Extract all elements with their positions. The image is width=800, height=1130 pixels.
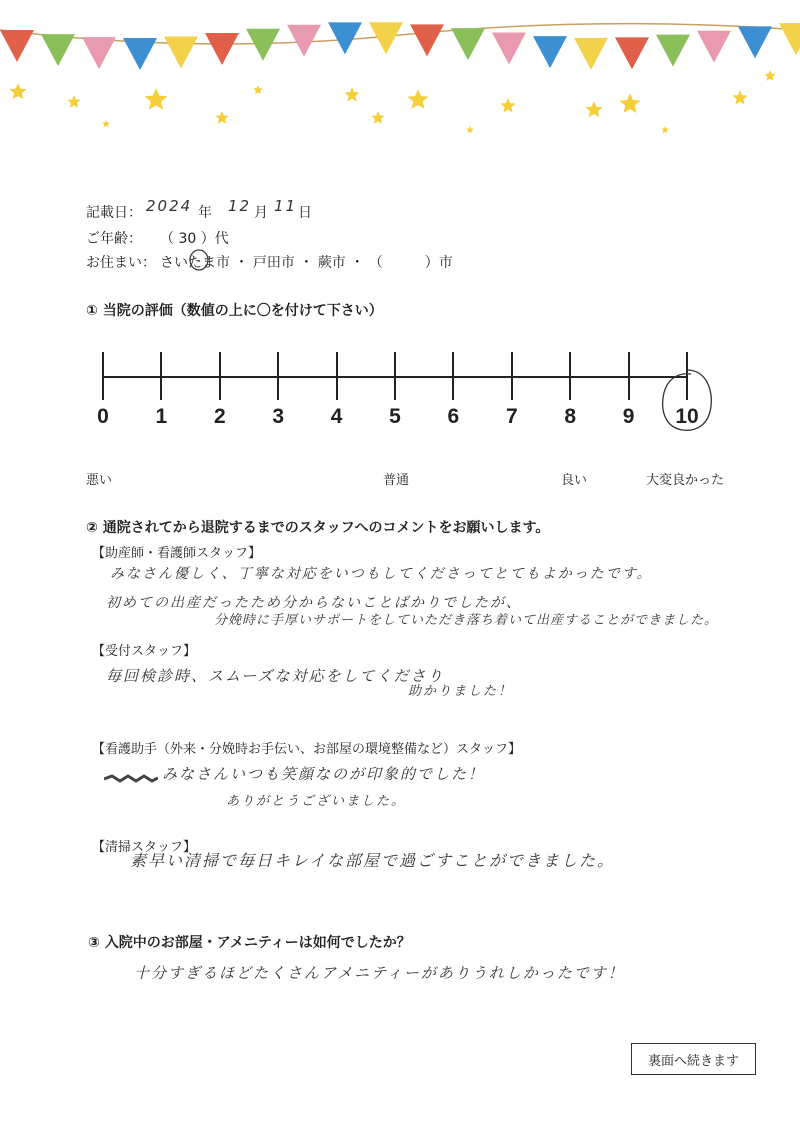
- scale-tick-3: [277, 352, 279, 400]
- scale-number-3: 3: [272, 405, 285, 428]
- star-icon: [661, 126, 669, 133]
- scale-number-5: 5: [389, 405, 401, 428]
- address-selection-circle: [188, 248, 210, 272]
- assistant-comment-line2: ありがとうございました。: [226, 794, 407, 809]
- date-label: 記載日：: [86, 205, 142, 221]
- section1-title: ① 当院の評価（数値の上に〇を付けて下さい）: [86, 303, 383, 319]
- scale-label-good: 良い: [561, 473, 588, 488]
- scale-label-normal: 普通: [383, 473, 410, 488]
- scale-number-8: 8: [564, 405, 577, 428]
- date-month-unit: 月: [254, 205, 268, 221]
- section2-title: ② 通院されてから退院するまでのスタッフへのコメントをお願いします。: [86, 520, 550, 536]
- reception-comment-line1: 毎回検診時、スムーズな対応をしてくださり: [106, 667, 445, 685]
- star-icon: [585, 101, 602, 117]
- scale-number-6: 6: [447, 405, 460, 428]
- bunting-flag: [410, 24, 444, 56]
- date-month-value: 12: [228, 197, 252, 215]
- continue-on-back-label: 裏面へ続きます: [647, 1053, 739, 1069]
- scale-number-7: 7: [505, 405, 518, 428]
- bunting-flag: [246, 29, 280, 61]
- bunting-flag: [656, 35, 690, 67]
- star-icon: [215, 111, 228, 124]
- star-icon: [253, 85, 263, 94]
- bunting-flag: [533, 36, 567, 68]
- cleaning-heading: 【清掃スタッフ】: [92, 840, 197, 855]
- scale-tick-5: [394, 352, 396, 400]
- date-day-unit: 日: [298, 205, 312, 221]
- star-icon: [732, 90, 747, 105]
- continue-on-back-box: [631, 1043, 756, 1075]
- star-icon: [764, 70, 775, 81]
- scale-tick-7: [511, 352, 513, 400]
- scale-tick-9: [628, 352, 630, 400]
- star-icon: [408, 89, 429, 109]
- bunting-flag: [41, 34, 75, 66]
- star-icon: [371, 111, 384, 124]
- cleaning-comment-line1: 素早い清掃で毎日キレイな部屋で過ごすことができました。: [130, 851, 616, 870]
- scale-number-0: 0: [97, 405, 109, 428]
- scale-tick-8: [569, 352, 571, 400]
- star-icon: [9, 83, 26, 99]
- rating-selection-circle: [657, 366, 717, 436]
- midwife-comment-line1: みなさん優しく、丁寧な対応をいつもしてくださってとてもよかったです。: [110, 566, 653, 582]
- scribble-strikeout: [104, 769, 158, 777]
- midwife-heading: 【助産師・看護師スタッフ】: [92, 546, 262, 561]
- scale-number-2: 2: [213, 405, 226, 428]
- date-year-unit: 年: [198, 205, 212, 221]
- bunting-flag: [738, 26, 772, 58]
- bunting-flag: [0, 30, 34, 62]
- scale-tick-2: [219, 352, 221, 400]
- scale-label-bad: 悪い: [86, 473, 113, 488]
- star-icon: [67, 95, 80, 108]
- bunting-flag: [615, 37, 649, 69]
- date-day-value: 11: [274, 197, 298, 215]
- scale-tick-4: [336, 352, 338, 400]
- age-value: （ 30 ）代: [160, 231, 229, 247]
- scale-tick-0: [102, 352, 104, 400]
- bunting-flag: [82, 37, 116, 69]
- star-icon: [344, 87, 359, 102]
- star-icon: [102, 120, 110, 127]
- star-icon: [145, 88, 168, 110]
- scale-tick-1: [160, 352, 162, 400]
- date-year-value: 2024: [146, 197, 193, 215]
- bunting-flag: [697, 31, 731, 63]
- scale-label-very-good: 大変良かった: [646, 473, 725, 488]
- bunting-flag: [574, 38, 608, 70]
- address-label: お住まい：: [86, 255, 156, 271]
- bunting-banner-decoration: [0, 0, 800, 150]
- bunting-flag: [369, 22, 403, 54]
- assistant-comment-line1: みなさんいつも笑顔なのが印象的でした！: [162, 765, 486, 783]
- section3-title: ③ 入院中のお部屋・アメニティーは如何でしたか？: [88, 935, 411, 951]
- bunting-flag: [123, 38, 157, 70]
- midwife-comment-line3: 分娩時に手厚いサポートをしていただき落ち着いて出産することができました。: [214, 613, 719, 628]
- age-label: ご年齢：: [86, 231, 142, 247]
- scale-number-9: 9: [622, 405, 635, 428]
- bunting-flag: [205, 33, 239, 65]
- scale-number-10: 10: [675, 405, 699, 428]
- scale-number-4: 4: [330, 405, 343, 428]
- scale-tick-6: [452, 352, 454, 400]
- assistant-heading: 【看護助手（外来・分娩時お手伝い、お部屋の環境整備など）スタッフ】: [92, 742, 522, 757]
- bunting-flag: [779, 23, 800, 55]
- section3-answer: 十分すぎるほどたくさんアメニティーがありうれしかったです！: [134, 964, 625, 982]
- star-icon: [466, 126, 474, 133]
- scale-number-1: 1: [155, 405, 168, 428]
- midwife-comment-line2: 初めての出産だったため分からないことばかりでしたが、: [106, 595, 522, 611]
- bunting-flag: [492, 32, 526, 64]
- reception-comment-line2: 助かりました！: [408, 684, 514, 699]
- address-options: さいたま市 ・ 戸田市 ・ 蕨市 ・ （ ）市: [160, 255, 453, 271]
- star-icon: [500, 98, 515, 113]
- bunting-flag: [451, 28, 485, 60]
- reception-heading: 【受付スタッフ】: [92, 644, 197, 659]
- bunting-flag: [164, 36, 198, 68]
- star-icon: [620, 93, 641, 113]
